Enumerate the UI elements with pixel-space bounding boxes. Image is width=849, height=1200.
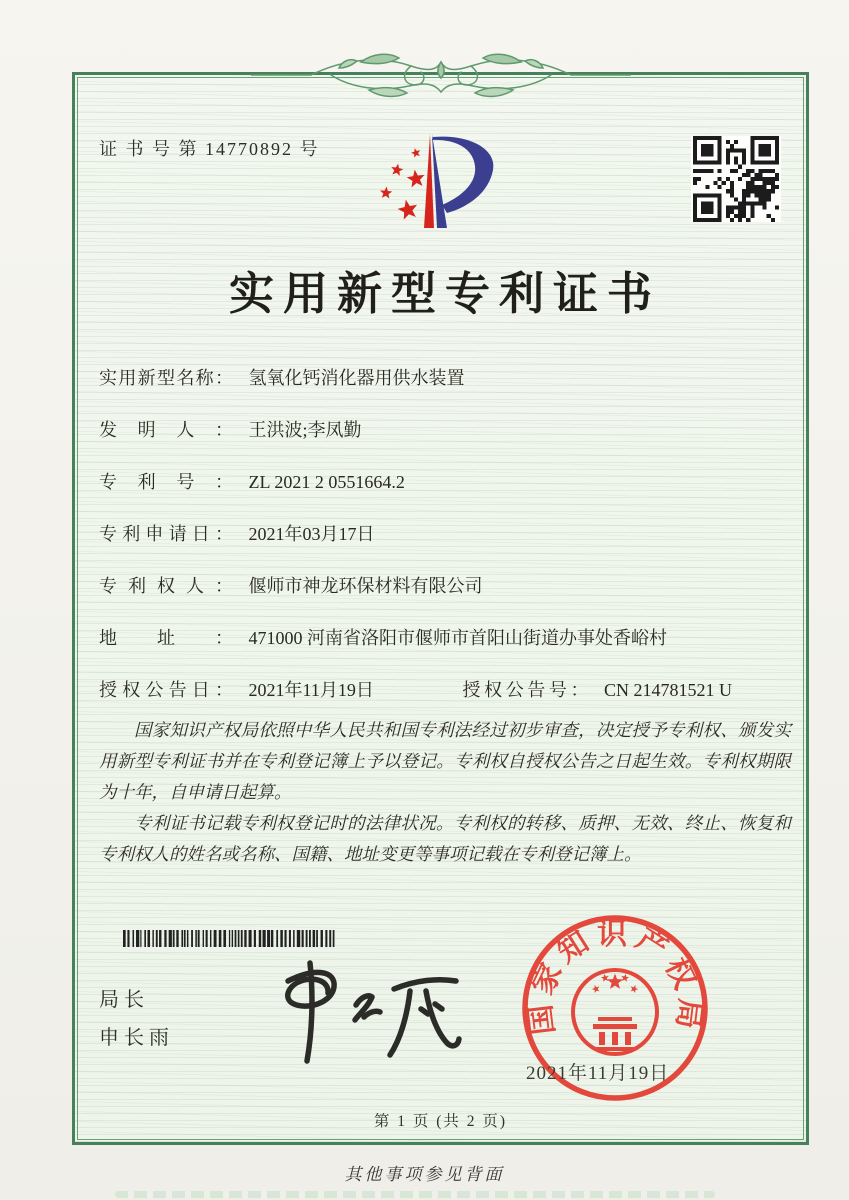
field-address <box>99 627 789 649</box>
border-flourish-ornament <box>251 48 631 102</box>
barcode-icon <box>123 930 338 947</box>
field-grant-number <box>463 680 733 700</box>
field-inventors <box>99 419 789 441</box>
field-patent-number <box>99 471 789 493</box>
field-label: 专利权人： <box>99 576 233 596</box>
field-value: 471000 河南省洛阳市偃师市首阳山街道办事处香峪村 <box>248 628 667 648</box>
seal-date: 2021年11月19日 <box>526 1063 670 1084</box>
field-utility-model-name <box>99 367 789 389</box>
seal-agency-text: 国家知识产权局 <box>523 917 707 1037</box>
back-side-note: 其他事项参见背面 <box>344 1165 505 1184</box>
field-label: 授权公告号： <box>462 680 589 700</box>
field-label: 专利申请日： <box>99 524 233 544</box>
qr-code-icon <box>691 136 781 222</box>
field-label: 发明人： <box>99 420 233 440</box>
legal-paragraph-2: 专利证书记载专利权登记时的法律状况。专利权的转移、质押、无效、终止、恢复和专利权人的姓名或名称、国籍、地址变更等事项记载在专利登记簿上。 <box>99 813 791 864</box>
field-value: 2021年03月17日 <box>248 524 375 544</box>
certificate-title: 实用新型专利证书 <box>228 269 661 319</box>
commissioner-title: 局长 <box>99 989 149 1011</box>
field-value: ZL 2021 2 0551664.2 <box>248 472 405 492</box>
legal-statement <box>99 715 791 870</box>
certificate-fields <box>99 367 789 731</box>
certificate-border-frame <box>72 72 809 1145</box>
commissioner-signature-icon <box>258 951 468 1066</box>
field-grant-date-and-number <box>99 679 789 701</box>
field-grant-date <box>99 679 458 701</box>
field-label: 专利号： <box>99 472 233 492</box>
legal-paragraph-1: 国家知识产权局依照中华人民共和国专利法经过初步审查，决定授予专利权、颁发实用新型专利证书并在专利登记簿上予以登记。专利权自授权公告之日起生效。专利权期限为十年，自申请日起算。 <box>99 720 791 802</box>
certificate-number: 证 书 号 第 14770892 号 <box>99 139 320 159</box>
field-value: 2021年11月19日 <box>248 680 374 700</box>
national-emblem-icon <box>573 970 657 1054</box>
field-value: 氢氧化钙消化器用供水装置 <box>248 368 465 388</box>
cnipa-logo-icon <box>375 126 515 232</box>
field-filing-date <box>99 523 789 545</box>
field-label: 地址： <box>99 628 233 648</box>
commissioner-name: 申长雨 <box>99 1027 174 1049</box>
page-number: 第 1 页 (共 2 页) <box>373 1113 508 1130</box>
field-value: 王洪波;李凤勤 <box>248 420 362 440</box>
field-value: 偃师市神龙环保材料有限公司 <box>248 576 483 596</box>
page-edge-decoration <box>115 1191 715 1198</box>
field-value: CN 214781521 U <box>604 680 733 700</box>
field-label: 授权公告日： <box>99 680 233 700</box>
field-label: 实用新型名称： <box>99 368 233 388</box>
field-patentee <box>99 575 789 597</box>
